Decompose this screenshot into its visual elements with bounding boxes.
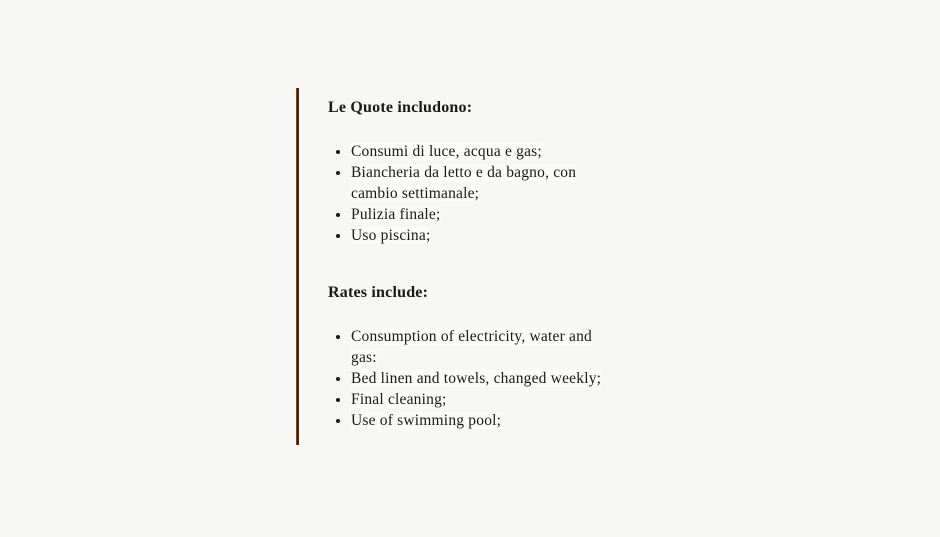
rates-info-block (296, 88, 636, 431)
list-item-line: Pulizia finale; (351, 206, 441, 223)
list-item-line: Use of swimming pool; (351, 412, 502, 429)
section-heading-english (328, 282, 636, 303)
section-heading-italian-text: Le Quote includono: (328, 99, 473, 116)
list-item-line: Uso piscina; (351, 227, 431, 244)
list-item (328, 141, 636, 162)
list-item (328, 389, 636, 410)
included-list-english (328, 326, 636, 431)
list-item-line: gas: (351, 349, 377, 366)
list-item-line: Consumption of electricity, water and (351, 328, 592, 345)
list-item-line: Biancheria da letto e da bagno, con (351, 164, 577, 181)
list-item (328, 225, 636, 246)
bullet-icon (336, 213, 340, 217)
section-heading-english-text: Rates include: (328, 284, 429, 301)
list-item-line: Consumi di luce, acqua e gas; (351, 143, 542, 160)
section-heading-italian (328, 97, 636, 118)
included-list-italian (328, 141, 636, 246)
bullet-icon (336, 171, 340, 175)
bullet-icon (336, 377, 340, 381)
list-item-line: cambio settimanale; (351, 185, 480, 202)
list-item (328, 204, 636, 225)
list-item-line: Final cleaning; (351, 391, 447, 408)
section-divider-gap (328, 246, 636, 282)
list-item (328, 162, 636, 204)
accent-left-bar (296, 88, 299, 445)
bullet-icon (336, 234, 340, 238)
list-item (328, 326, 636, 368)
bullet-icon (336, 419, 340, 423)
bullet-icon (336, 398, 340, 402)
bullet-icon (336, 150, 340, 154)
bullet-icon (336, 335, 340, 339)
list-item (328, 410, 636, 431)
list-item-line: Bed linen and towels, changed weekly; (351, 370, 602, 387)
list-item (328, 368, 636, 389)
rates-info-content (296, 88, 636, 431)
